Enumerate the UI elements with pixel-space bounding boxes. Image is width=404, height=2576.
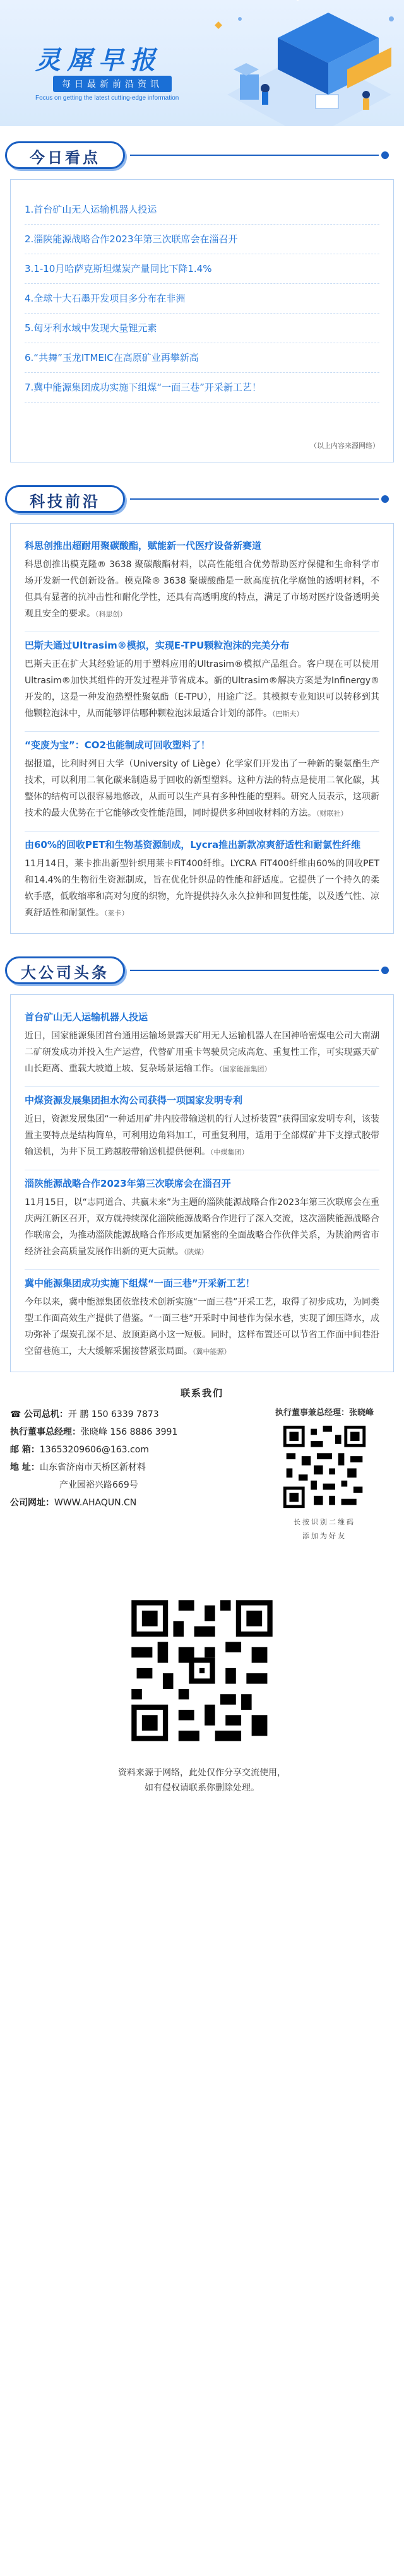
company-heading: 大公司头条: [21, 963, 109, 982]
contact-email: [10, 1441, 263, 1459]
article-text: 11月15日，以“志同道合、共赢未来”为主题的淄陕能源战略合作2023年第三次联席会在重庆两江新区召开，双方就持续深化淄陕能源战略合作进行了深入交流，这次淄陕能源战略合作联席会，为推动淄陕能源战略合作形成更加紧密的全面战略合作伙伴关系，为陕渝两省市经济社会高质量发展作出新的更大贡献。: [25, 1197, 379, 1257]
company-article: [25, 1177, 379, 1261]
article-title[interactable]: “变废为宝”：CO2也能制成可回收塑料了！: [25, 739, 210, 751]
article-body: [25, 656, 379, 722]
article-text: 近日，资源发展集团“一种适用矿井内胶带输送机的行人过桥装置”获得国家发明专利，该装置主要特点是结构简单，可利用边角料加工，可重复利用，适用于全部煤矿井下支撑式胶带输送机，为井下员工跨越胶带输送机提供便利。: [25, 1114, 379, 1157]
contact-value[interactable]: 张晓峰 156 8886 3991: [81, 1427, 178, 1437]
divider-dot: [381, 967, 389, 974]
ceo-qr-block: [268, 1406, 381, 1541]
contact-label: 地 址：: [10, 1462, 40, 1473]
disclaimer: [0, 1765, 404, 1796]
article-source: （陕煤）: [184, 1248, 208, 1256]
today-item[interactable]: 7.冀中能源集团成功实施下组煤“一面三巷”开采新工艺！: [25, 373, 379, 403]
article-title[interactable]: 首台矿山无人运输机器人投运: [25, 1011, 148, 1023]
article-title[interactable]: 冀中能源集团成功实施下组煤“一面三巷”开采新工艺！: [25, 1278, 255, 1289]
isometric-office-illustration: [202, 0, 404, 126]
company-article: [25, 1093, 379, 1161]
company-article: [25, 1276, 379, 1360]
company-box: [10, 994, 394, 1372]
contact-rows: [10, 1406, 263, 1512]
section-pill: [5, 485, 125, 513]
contact-value[interactable]: 开 鹏 150 6339 7873: [68, 1409, 159, 1420]
article-text: 近日，国家能源集团首台通用运输场景露天矿用无人运输机器人在国神哈密煤电公司大南湖二矿研发成功并投入生产运营，代替矿用重卡驾驶员完成高危、重复性工作，可实现露天矿山长距离、重载大坡道上坡、复杂场景运输工作。: [25, 1031, 379, 1074]
contact-address-line2: 产业园裕兴路669号: [59, 1480, 138, 1490]
contact-title: 联系我们: [180, 1387, 223, 1399]
tech-article: [25, 738, 379, 822]
article-text: 巴斯夫正在扩大其经验证的用于塑料应用的Ultrasim®模拟产品组合。客户现在可以使用Ultrasim®加快其组件的开发过程并节省成本。新的Ultrasim®解决方案是为Infinergy®开发的，这是一种发泡热塑性聚氨酯（E-TPU），用途广泛。其模拟专业知识可以转移到其他颗粒泡沫中，从而能够评估哪种颗粒泡沫最适合计划的部件。: [25, 659, 379, 719]
article-source: （巴斯夫）: [272, 710, 304, 718]
contact-ceo: [10, 1423, 263, 1441]
section-pill: [5, 956, 125, 984]
banner-text-block: [0, 0, 208, 126]
article-divider: [25, 831, 379, 832]
contact-phone: [10, 1406, 263, 1423]
qr-title: 执行董事兼总经理：张晓峰: [275, 1408, 374, 1418]
article-divider: [25, 731, 379, 732]
contact-label: 公司网址：: [10, 1498, 54, 1508]
divider-line: [130, 498, 379, 500]
article-body: [25, 856, 379, 922]
disclaimer-line: 如有侵权请联系你删除处理。: [145, 1783, 259, 1793]
today-item[interactable]: 3.1-10月哈萨克斯坦煤炭产量同比下降1.4%: [25, 254, 379, 284]
today-item[interactable]: 2.淄陕能源战略合作2023年第三次联席会在淄召开: [25, 225, 379, 254]
today-item[interactable]: 5.匈牙利水域中发现大量锂元素: [25, 314, 379, 343]
contact-value[interactable]: WWW.AHAQUN.CN: [54, 1498, 137, 1508]
article-source: （中煤集团）: [210, 1148, 249, 1156]
article-text: 今年以来，冀中能源集团依靠技术创新实施“一面三巷”开采工艺，取得了初步成功，为同类型工作面高效生产提供了借鉴。“一面三巷”开采时中间巷作为保水巷，实现了卸压降水，成功弥补了煤炭孔深不足、放顶距离小这一短板。同时，这样布置还可以节省工作面中间巷沿空留巷施工，大大缓解采掘接替紧张局面。: [25, 1297, 379, 1356]
article-text: 科思创推出模克隆® 3638 聚碳酸酯材料，以高性能组合优势帮助医疗保健和生命科学市场开发新一代创新设备。模克隆® 3638 聚碳酸酯是一款高度抗化学腐蚀的透明材料，不但具有显著的抗冲击性和耐化学性，还具有高透明度的特点，满足了市场对医疗设备透明美观且安全的要求。: [25, 560, 379, 619]
divider-line: [130, 155, 379, 156]
article-body: [25, 556, 379, 623]
banner-tagline: Focus on getting the latest cutting-edge information: [35, 95, 179, 102]
contact-value: 山东省济南市天桥区新材料: [39, 1462, 146, 1473]
article-source: （财联社）: [316, 809, 348, 818]
today-source-note: （以上内容来源网络）: [310, 442, 379, 450]
article-text: 据报道，比利时列日大学（University of Liège）化学家们开发出了一种新的聚氨酯生产技术，可以利用二氧化碳来制造易于回收的新型塑料。这种方法的特点是使用二氧化碳，其整体的结构可以很容易地修改，从而可以生产具有多种性能的塑料。研究人员表示，这项新技术的最大优势在于它能够改变性能范围，同时提供多种回收材料的方法。: [25, 759, 379, 818]
article-title[interactable]: 淄陕能源战略合作2023年第三次联席会在淄召开: [25, 1178, 231, 1189]
contact-label: 公司总机：: [23, 1409, 68, 1420]
banner-subtitle: 每日最新前沿资讯: [53, 76, 172, 92]
bottom-spacer: [0, 1796, 404, 1814]
tech-article: [25, 638, 379, 722]
today-heading: 今日看点: [30, 148, 100, 167]
article-source: （冀中能源）: [193, 1348, 231, 1356]
tech-article: [25, 539, 379, 623]
company-section-header: [0, 950, 404, 989]
article-body: [25, 1294, 379, 1360]
article-body: [25, 1028, 379, 1078]
header-banner: [0, 0, 404, 126]
qr-caption: 添加为好友: [302, 1532, 347, 1540]
divider-line: [130, 970, 379, 971]
phone-icon: ☎: [10, 1409, 24, 1420]
contact-label: 执行董事总经理：: [10, 1427, 81, 1437]
contact-value[interactable]: 13653209606@163.com: [39, 1445, 149, 1455]
today-box: [10, 179, 394, 462]
divider-dot: [381, 495, 389, 503]
article-divider: [25, 1086, 379, 1087]
contact-website: [10, 1494, 263, 1512]
company-article: [25, 1010, 379, 1078]
section-pill: [5, 141, 125, 169]
article-title[interactable]: 中煤资源发展集团担水沟公司获得一项国家发明专利: [25, 1095, 243, 1106]
contact-section: [10, 1406, 394, 1582]
qr-code-icon[interactable]: [280, 1423, 369, 1511]
tech-section-header: [0, 479, 404, 518]
company-qr-code-icon[interactable]: [126, 1595, 278, 1746]
today-item[interactable]: 4.全球十大石墨开发项目多分布在非洲: [25, 284, 379, 314]
article-title[interactable]: 巴斯夫通过Ultrasim®模拟，实现E-TPU颗粒泡沫的完美分布: [25, 640, 290, 651]
article-source: （国家能源集团）: [219, 1065, 271, 1073]
tech-article: [25, 838, 379, 922]
article-body: [25, 756, 379, 822]
article-title[interactable]: 科思创推出超耐用聚碳酸酯，赋能新一代医疗设备新赛道: [25, 540, 262, 551]
qr-caption: 长按识别二维码: [294, 1518, 355, 1526]
article-text: 11月14日，莱卡推出新型针织用莱卡FiT400纤维。LYCRA FiT400纤维由60%的回收PET和14.4%的生物衍生资源制成，旨在优化针织品的性能和舒适度。它提供了一个持久的柔软手感，低收缩率和高对匀度的织物，允许提供持久永久拉伸和回复性能，以及透气性、凉爽舒适性和耐氯性。: [25, 859, 379, 918]
article-divider: [25, 1269, 379, 1270]
article-title[interactable]: 由60%的回收PET和生物基资源制成，Lycra推出新款凉爽舒适性和耐氯性纤维: [25, 839, 361, 850]
article-body: [25, 1111, 379, 1161]
disclaimer-line: 资料来源于网络，此处仅作分享交流使用，: [118, 1768, 286, 1778]
tech-heading: 科技前沿: [30, 492, 100, 510]
today-item[interactable]: 1.首台矿山无人运输机器人投运: [25, 195, 379, 225]
today-section-header: [0, 135, 404, 174]
contact-address: [10, 1459, 263, 1476]
divider-dot: [381, 151, 389, 159]
today-item[interactable]: 6.“共舞”玉龙ITMEIC在高原矿业再攀新高: [25, 343, 379, 373]
company-qr-block: [126, 1595, 278, 1749]
tech-box: [10, 523, 394, 934]
article-body: [25, 1194, 379, 1261]
article-source: （科思创）: [95, 610, 127, 618]
banner-title: 灵犀早报: [35, 45, 162, 75]
article-source: （莱卡）: [104, 909, 129, 917]
contact-label: 邮 箱：: [10, 1445, 40, 1455]
